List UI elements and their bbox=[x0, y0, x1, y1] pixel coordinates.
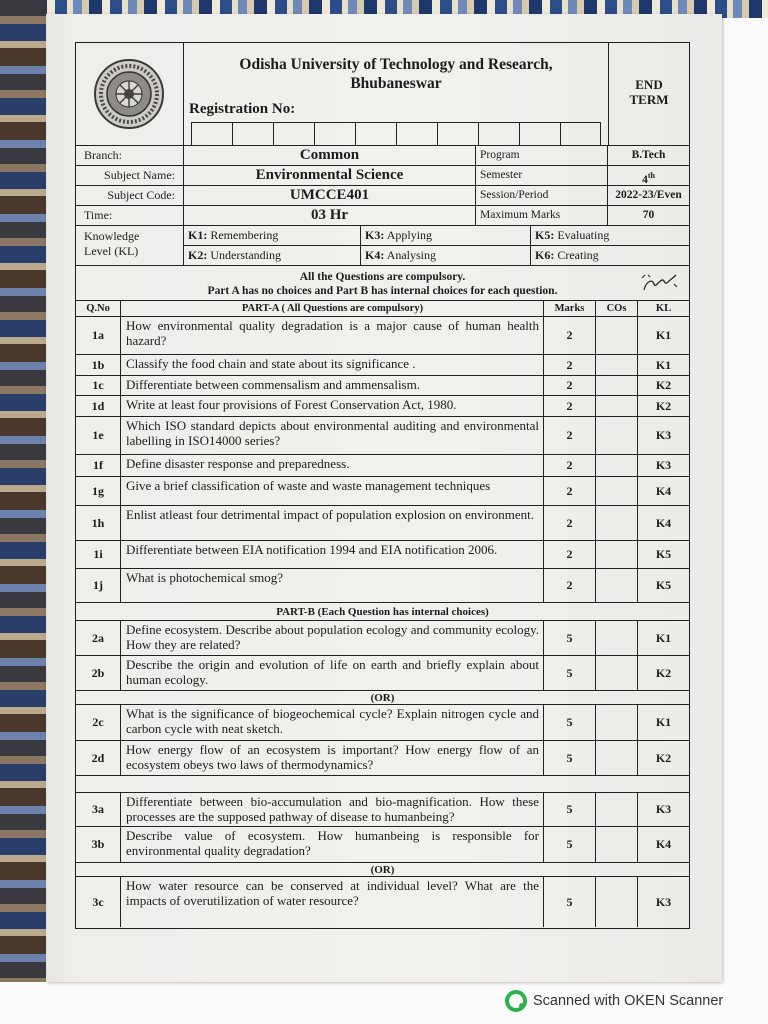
question-marks: 5 bbox=[544, 827, 596, 862]
instruction-line: All the Questions are compulsory. bbox=[299, 271, 466, 283]
question-text: Enlist atleast four detrimental impact of population explosion on environment. bbox=[121, 506, 544, 540]
question-kl: K5 bbox=[655, 547, 672, 561]
question-text: Describe value of ecosystem. How humanbeing is responsible for environmental quality degradation? bbox=[121, 827, 544, 862]
knowledge-level-label bbox=[76, 226, 184, 265]
blank-row bbox=[76, 776, 689, 793]
question-marks: 5 bbox=[544, 656, 596, 690]
question-number: 1b bbox=[76, 355, 121, 375]
question-text: Differentiate between EIA notification 1994 and EIA notification 2006. bbox=[121, 541, 544, 568]
question-text: Define disaster response and preparedness. bbox=[121, 455, 544, 476]
branch-label: Branch: bbox=[76, 146, 184, 165]
question-text: Differentiate between bio-accumulation and bio-magnification. How these processes are the supposed pathway of disease to humanbeing? bbox=[121, 793, 544, 826]
semester-value bbox=[608, 166, 689, 185]
registration-digit-box bbox=[273, 122, 314, 146]
question-text: Classify the food chain and state about its significance . bbox=[121, 355, 544, 375]
knowledge-level-item bbox=[531, 246, 689, 265]
question-cos bbox=[596, 541, 638, 568]
knowledge-level-item bbox=[184, 226, 361, 245]
subject-code-value: UMCCE401 bbox=[184, 186, 476, 205]
handwritten-annotation bbox=[638, 270, 682, 296]
question-row bbox=[76, 877, 689, 927]
question-marks: 2 bbox=[544, 455, 596, 476]
info-row-subject-code bbox=[76, 186, 689, 206]
question-kl: K2 bbox=[655, 398, 672, 413]
kl-name: Applying bbox=[386, 228, 433, 242]
kl-name: Remembering bbox=[210, 228, 279, 242]
registration-boxes bbox=[191, 122, 601, 146]
semester-number: 4 bbox=[642, 173, 648, 186]
or-separator: (OR) bbox=[76, 863, 689, 877]
question-marks: 5 bbox=[544, 705, 596, 740]
question-cos bbox=[596, 376, 638, 395]
question-cos bbox=[596, 827, 638, 862]
subject-name-value: Environmental Science bbox=[184, 166, 476, 185]
question-text: Differentiate between commensalism and ammensalism. bbox=[121, 376, 544, 395]
question-text: How energy flow of an ecosystem is important? How energy flow of an ecosystem obeys two laws of thermodynamics? bbox=[121, 741, 544, 775]
question-number: 3c bbox=[76, 877, 121, 927]
university-seal-logo-icon bbox=[93, 58, 165, 130]
question-number: 2d bbox=[76, 741, 121, 775]
scanner-watermark-text: Scanned with OKEN Scanner bbox=[533, 993, 724, 1009]
time-value: 03 Hr bbox=[184, 206, 476, 225]
kl-name: Analysing bbox=[386, 248, 437, 262]
kl-code: K1: bbox=[188, 228, 208, 242]
program-label: Program bbox=[476, 146, 608, 165]
question-kl: K4 bbox=[655, 483, 672, 498]
semester-suffix: th bbox=[647, 171, 655, 180]
question-number: 2a bbox=[76, 621, 121, 655]
question-kl: K3 bbox=[655, 894, 672, 909]
question-text: Define ecosystem. Describe about population ecology and community ecology. How they are related? bbox=[121, 621, 544, 655]
question-marks: 2 bbox=[544, 317, 596, 354]
program-value: B.Tech bbox=[631, 149, 666, 161]
exam-type-cell bbox=[608, 43, 689, 145]
oken-scanner-logo-icon bbox=[505, 990, 527, 1012]
subject-name-label: Subject Name: bbox=[76, 166, 184, 185]
question-number: 1e bbox=[76, 417, 121, 454]
question-marks: 5 bbox=[544, 793, 596, 826]
question-kl: K2 bbox=[655, 665, 672, 680]
header bbox=[76, 43, 689, 146]
question-row bbox=[76, 376, 689, 396]
question-kl: K3 bbox=[655, 458, 672, 472]
question-marks: 5 bbox=[544, 877, 596, 927]
question-row bbox=[76, 569, 689, 603]
kl-code: K4: bbox=[365, 248, 385, 262]
question-cos bbox=[596, 355, 638, 375]
column-header-qno: Q.No bbox=[76, 301, 121, 316]
question-cos bbox=[596, 455, 638, 476]
question-text: Describe the origin and evolution of life on earth and briefly explain about human ecology. bbox=[121, 656, 544, 690]
registration-digit-box bbox=[437, 122, 478, 146]
question-marks: 2 bbox=[544, 355, 596, 375]
university-city: Bhubaneswar bbox=[350, 75, 442, 92]
column-header-part-a: PART-A ( All Questions are compulsory) bbox=[121, 301, 544, 316]
registration-digit-box bbox=[478, 122, 519, 146]
registration-digit-box bbox=[560, 122, 601, 146]
question-number: 3a bbox=[76, 793, 121, 826]
question-row bbox=[76, 417, 689, 455]
question-kl: K2 bbox=[655, 750, 672, 765]
question-row bbox=[76, 621, 689, 656]
question-number: 2c bbox=[76, 705, 121, 740]
title-cell bbox=[184, 43, 608, 145]
knowledge-level-item bbox=[531, 226, 689, 245]
question-text: What is photochemical smog? bbox=[121, 569, 544, 602]
question-row bbox=[76, 317, 689, 355]
knowledge-level-label-line2: Level (KL) bbox=[84, 244, 139, 258]
registration-digit-box bbox=[191, 122, 232, 146]
max-marks-label: Maximum Marks bbox=[476, 206, 608, 225]
question-cos bbox=[596, 621, 638, 655]
question-text: Write at least four provisions of Forest Conservation Act, 1980. bbox=[121, 396, 544, 416]
registration-digit-box bbox=[314, 122, 355, 146]
kl-code: K6: bbox=[535, 248, 555, 262]
question-row bbox=[76, 396, 689, 417]
or-separator: (OR) bbox=[76, 691, 689, 705]
question-number: 1j bbox=[76, 569, 121, 602]
registration-digit-box bbox=[396, 122, 437, 146]
question-marks: 2 bbox=[544, 541, 596, 568]
knowledge-level-block bbox=[76, 226, 689, 266]
question-row bbox=[76, 477, 689, 506]
question-number: 1h bbox=[76, 506, 121, 540]
branch-value: Common bbox=[184, 146, 476, 165]
part-b-heading: PART-B (Each Question has internal choices) bbox=[76, 603, 689, 621]
question-kl: K3 bbox=[655, 428, 672, 442]
column-header-cos: COs bbox=[596, 301, 638, 316]
university-name: Odisha University of Technology and Research, bbox=[239, 56, 553, 73]
knowledge-level-label-line1: Knowledge bbox=[84, 229, 140, 243]
question-kl: K2 bbox=[655, 378, 672, 392]
kl-name: Evaluating bbox=[557, 228, 610, 242]
question-cos bbox=[596, 877, 638, 927]
kl-code: K5: bbox=[535, 228, 555, 242]
session-label: Session/Period bbox=[476, 186, 608, 205]
registration-digit-box bbox=[355, 122, 396, 146]
question-text: How environmental quality degradation is a major cause of human health hazard? bbox=[121, 317, 544, 354]
question-kl: K3 bbox=[655, 802, 672, 816]
question-row bbox=[76, 455, 689, 477]
kl-name: Understanding bbox=[210, 248, 281, 262]
question-cos bbox=[596, 705, 638, 740]
registration-digit-box bbox=[232, 122, 273, 146]
time-label: Time: bbox=[76, 206, 184, 225]
subject-code-label: Subject Code: bbox=[76, 186, 184, 205]
question-marks: 2 bbox=[544, 506, 596, 540]
question-kl: K1 bbox=[655, 328, 672, 342]
question-cos bbox=[596, 741, 638, 775]
question-kl: K1 bbox=[655, 630, 672, 645]
question-number: 1f bbox=[76, 455, 121, 476]
question-number: 1a bbox=[76, 317, 121, 354]
question-number: 1d bbox=[76, 396, 121, 416]
question-cos bbox=[596, 417, 638, 454]
exam-type-line1: END bbox=[635, 77, 663, 92]
question-cos bbox=[596, 396, 638, 416]
question-cos bbox=[596, 477, 638, 505]
question-row bbox=[76, 705, 689, 741]
question-marks: 2 bbox=[544, 569, 596, 602]
question-number: 1c bbox=[76, 376, 121, 395]
knowledge-level-item bbox=[184, 246, 361, 265]
scanner-footer bbox=[505, 990, 723, 1012]
knowledge-level-row bbox=[184, 226, 689, 246]
question-row bbox=[76, 355, 689, 376]
question-row bbox=[76, 827, 689, 863]
registration-digit-box bbox=[519, 122, 560, 146]
instructions bbox=[76, 266, 689, 301]
question-marks: 5 bbox=[544, 621, 596, 655]
column-header-kl: KL bbox=[655, 303, 672, 314]
table-header-row bbox=[76, 301, 689, 317]
question-row bbox=[76, 656, 689, 691]
question-kl: K4 bbox=[655, 515, 672, 530]
question-marks: 2 bbox=[544, 376, 596, 395]
session-value: 2022-23/Even bbox=[615, 189, 682, 201]
question-row bbox=[76, 541, 689, 569]
column-header-marks: Marks bbox=[544, 301, 596, 316]
question-kl: K5 bbox=[655, 578, 672, 592]
question-row bbox=[76, 506, 689, 541]
question-marks: 2 bbox=[544, 417, 596, 454]
question-number: 3b bbox=[76, 827, 121, 862]
knowledge-level-item bbox=[361, 246, 531, 265]
kl-code: K2: bbox=[188, 248, 208, 262]
semester-label: Semester bbox=[476, 166, 608, 185]
background-fabric-left bbox=[0, 0, 46, 982]
question-marks: 5 bbox=[544, 741, 596, 775]
exam-paper-frame bbox=[75, 42, 690, 929]
instruction-line: Part A has no choices and Part B has internal choices for each question. bbox=[207, 285, 558, 297]
knowledge-level-item bbox=[361, 226, 531, 245]
exam-type-line2: TERM bbox=[629, 92, 669, 107]
kl-name: Creating bbox=[557, 248, 599, 262]
question-text: How water resource can be conserved at individual level? What are the impacts of overutilization of water resource? bbox=[121, 877, 544, 927]
question-text: What is the significance of biogeochemical cycle? Explain nitrogen cycle and carbon cycle with neat sketch. bbox=[121, 705, 544, 740]
info-row-branch bbox=[76, 146, 689, 166]
question-text: Which ISO standard depicts about environmental auditing and environmental labelling in ISO14000 series? bbox=[121, 417, 544, 454]
info-row-subject-name bbox=[76, 166, 689, 186]
question-cos bbox=[596, 793, 638, 826]
question-row bbox=[76, 793, 689, 827]
kl-code: K3: bbox=[365, 228, 385, 242]
knowledge-level-list bbox=[184, 226, 689, 265]
question-kl: K1 bbox=[655, 357, 672, 372]
question-number: 1i bbox=[76, 541, 121, 568]
info-row-time bbox=[76, 206, 689, 226]
question-cos bbox=[596, 506, 638, 540]
question-row bbox=[76, 741, 689, 776]
question-cos bbox=[596, 317, 638, 354]
question-text: Give a brief classification of waste and waste management techniques bbox=[121, 477, 544, 505]
question-number: 1g bbox=[76, 477, 121, 505]
question-number: 2b bbox=[76, 656, 121, 690]
question-kl: K1 bbox=[655, 715, 672, 729]
question-kl: K4 bbox=[655, 837, 672, 851]
question-cos bbox=[596, 569, 638, 602]
question-cos bbox=[596, 656, 638, 690]
question-marks: 2 bbox=[544, 477, 596, 505]
question-marks: 2 bbox=[544, 396, 596, 416]
logo-cell bbox=[76, 43, 184, 145]
max-marks-value: 70 bbox=[642, 209, 655, 221]
knowledge-level-row bbox=[184, 246, 689, 265]
registration-label: Registration No: bbox=[189, 101, 296, 117]
